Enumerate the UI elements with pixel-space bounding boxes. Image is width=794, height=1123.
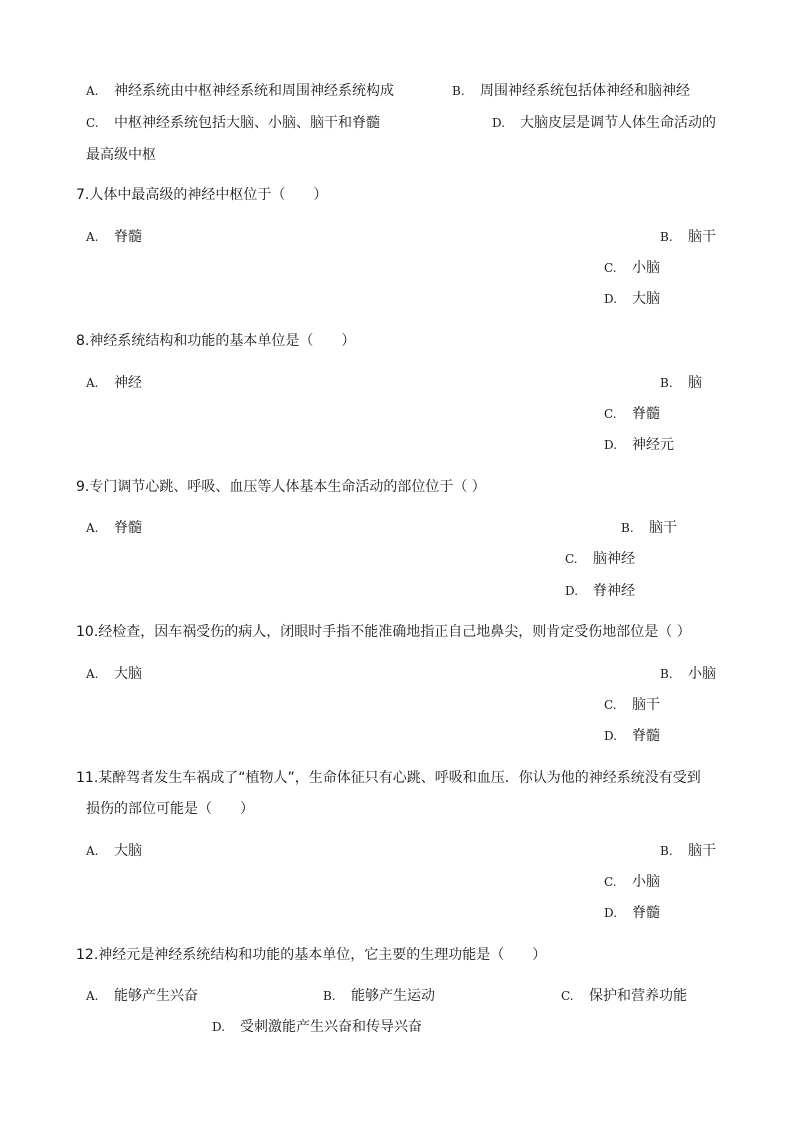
option-text: 受刺激能产生兴奋和传导兴奋 (240, 1019, 422, 1035)
option-text: 神经系统由中枢神经系统和周围神经系统构成 (114, 83, 394, 99)
option-text: 大脑 (632, 291, 660, 307)
question-8-stem: 8.神经系统结构和功能的基本单位是（ ） (76, 333, 356, 349)
option-text: 脊髓 (632, 905, 660, 921)
option-letter: C. (604, 875, 617, 889)
q8-option-d[interactable] (604, 436, 674, 454)
q11-option-d[interactable] (604, 904, 660, 922)
q11-option-b[interactable] (660, 842, 716, 860)
option-letter: D. (212, 1020, 226, 1034)
option-d-continuation: 最高级中枢 (86, 147, 156, 163)
option-letter: D. (604, 292, 618, 306)
option-letter: C. (604, 261, 617, 275)
option-letter: B. (452, 84, 465, 98)
option-text: 大脑皮层是调节人体生命活动的 (520, 115, 716, 131)
q9-option-d[interactable] (565, 582, 635, 600)
q7-option-b[interactable] (660, 228, 716, 246)
option-letter: C. (565, 552, 578, 566)
option-letter: D. (604, 438, 618, 452)
q7-option-a[interactable] (86, 228, 142, 246)
q9-option-c[interactable] (565, 550, 635, 568)
option-letter: B. (621, 521, 634, 535)
option-text: 脑干 (649, 520, 677, 536)
option-text: 脑 (688, 375, 702, 391)
option-text: 脊髓 (114, 229, 142, 245)
option-text: 大脑 (114, 843, 142, 859)
option-letter: B. (660, 376, 673, 390)
q12-option-c[interactable] (561, 987, 687, 1005)
q12-option-d[interactable] (212, 1018, 422, 1036)
option-c[interactable] (86, 114, 380, 132)
q11-option-a[interactable] (86, 842, 142, 860)
q10-option-a[interactable] (86, 665, 142, 683)
option-letter: D. (565, 584, 579, 598)
q10-option-d[interactable] (604, 727, 660, 745)
option-letter: A. (86, 376, 99, 390)
option-text: 保护和营养功能 (589, 988, 687, 1004)
q12-option-b[interactable] (323, 987, 435, 1005)
option-text: 小脑 (632, 874, 660, 890)
option-letter: A. (86, 230, 99, 244)
option-text: 小脑 (632, 260, 660, 276)
question-11-stem-line1: 11.某醉驾者发生车祸成了“植物人”，生命体征只有心跳、呼吸和血压．你认为他的神经系统没有受到 (76, 770, 701, 786)
option-letter: D. (604, 729, 618, 743)
option-d[interactable] (492, 114, 716, 132)
option-text: 脊髓 (632, 406, 660, 422)
q10-option-b[interactable] (660, 665, 716, 683)
q12-option-a[interactable] (86, 987, 198, 1005)
question-11-stem-line2: 损伤的部位可能是（ ） (86, 801, 254, 817)
q9-option-b[interactable] (621, 519, 677, 537)
q8-option-c[interactable] (604, 405, 660, 423)
question-10-stem: 10.经检查，因车祸受伤的病人，闭眼时手指不能准确地指正自己地鼻尖，则肯定受伤地部位是（ ） (76, 624, 691, 640)
option-text: 周围神经系统包括体神经和脑神经 (480, 83, 690, 99)
option-text: 脑干 (632, 697, 660, 713)
option-text: 中枢神经系统包括大脑、小脑、脑干和脊髓 (114, 115, 380, 131)
q9-option-a[interactable] (86, 519, 142, 537)
option-letter: B. (660, 667, 673, 681)
option-letter: A. (86, 844, 99, 858)
option-letter: C. (561, 989, 574, 1003)
option-letter: D. (604, 906, 618, 920)
option-letter: C. (604, 698, 617, 712)
option-letter: A. (86, 989, 99, 1003)
option-letter: B. (660, 230, 673, 244)
q8-option-b[interactable] (660, 374, 702, 392)
option-text: 脑干 (688, 843, 716, 859)
option-text: 神经 (114, 375, 142, 391)
q7-option-d[interactable] (604, 290, 660, 308)
option-letter: B. (660, 844, 673, 858)
option-a[interactable] (86, 82, 394, 100)
option-letter: A. (86, 521, 99, 535)
option-text: 神经元 (632, 437, 674, 453)
option-letter: D. (492, 116, 506, 130)
question-12-stem: 12.神经元是神经系统结构和功能的基本单位，它主要的生理功能是（ ） (76, 947, 547, 963)
option-text: 能够产生运动 (351, 988, 435, 1004)
q8-option-a[interactable] (86, 374, 142, 392)
q7-option-c[interactable] (604, 259, 660, 277)
question-7-stem: 7.人体中最高级的神经中枢位于（ ） (76, 187, 328, 203)
option-text: 能够产生兴奋 (114, 988, 198, 1004)
option-letter: C. (604, 407, 617, 421)
option-text: 脊神经 (593, 583, 635, 599)
question-9-stem: 9.专门调节心跳、呼吸、血压等人体基本生命活动的部位位于（ ） (76, 479, 486, 495)
option-letter: A. (86, 84, 99, 98)
q10-option-c[interactable] (604, 696, 660, 714)
option-letter: B. (323, 989, 336, 1003)
option-text: 脊髓 (114, 520, 142, 536)
option-text: 脑神经 (593, 551, 635, 567)
option-letter: A. (86, 667, 99, 681)
option-text: 脑干 (688, 229, 716, 245)
option-text: 小脑 (688, 666, 716, 682)
option-letter: C. (86, 116, 99, 130)
option-b[interactable] (452, 82, 690, 100)
q11-option-c[interactable] (604, 873, 660, 891)
option-text: 大脑 (114, 666, 142, 682)
option-text: 脊髓 (632, 728, 660, 744)
